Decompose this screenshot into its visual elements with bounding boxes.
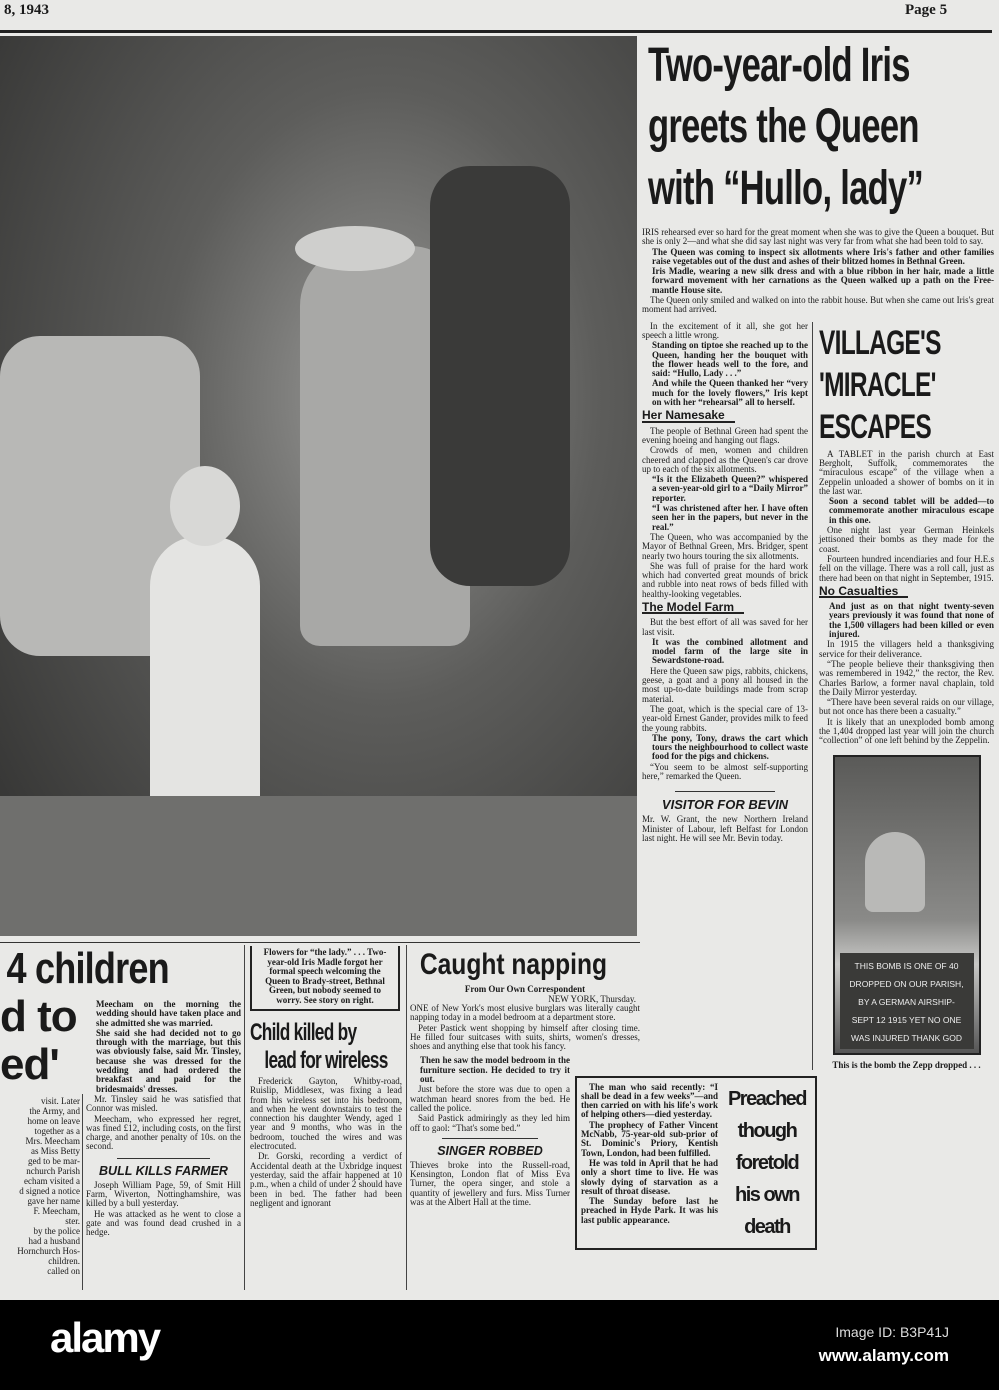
plaque-line: SEPT 12 1915 YET NO ONE [851,1014,962,1025]
subheading: The Model Farm [642,603,744,614]
children-headline-line: ed' [0,1040,59,1089]
napping-lead: Peter Pastick went shopping by himself after closing time. He filled four suitcases with suits, shirts, women's dresses, shoes and anything else that took his fancy. [410,1022,640,1052]
bull-para: He was attacked as he went to close a gate and was found dead crushed in a hedge. [86,1208,241,1238]
paragraph: Fourteen hundred incendiaries and four H.E.s fell on the village. There was a roll call, just as there had been on that night in September, 1915. [819,553,994,583]
text-line: Hornchurch Hos- [17,1246,80,1256]
napping-byline: From Our Own Correspondent [464,984,586,994]
wireless-para: Frederick Gayton, Whitby-road, Ruislip, Middlesex, was fixing a lead from his wireless set into his bedroom, and when he went downstairs to test the connection his daughter Wendy, aged 1 year and 9 months, who was in the bedroom, touched the wires and was electrocuted. [250,1076,402,1152]
intro-tail: The Queen only smiled and walked on into the rabbit house. But when she came out Iris's great moment had arrived. [642,295,994,315]
napping-headline: Caught napping [419,948,608,981]
right-region [642,228,994,1070]
wireless-para: Dr. Gorski, recording a verdict of Accidental death at the Uxbridge inquest yesterday, said the affair happened at 10 p.m., when a child of under 2 should have been in bed. The father had been negligent and ignorant [250,1151,402,1208]
singer-text: Thieves broke into the Russell-road, Kensington, London flat of Miss Eva Turner, the opera singer, and stole a quantity of jewellery and furs. Miss Turner was at the Albert Hall at the time. [410,1159,570,1208]
main-left-column [642,322,812,1070]
intro-bold: Iris Madle, wearing a new silk dress and with a blue ribbon in her hair, made a little forward movement with her carnations as the Queen walked up a path on the Free-mantle House site. [652,266,994,295]
wireless-headline-line: Child killed by [250,1019,357,1046]
preached-headline-line: though [737,1119,797,1142]
preached-para: He was told in April that he had only a short time to live. He was slowly dying of starvation as a result of throat disease. [581,1157,718,1196]
header-rule [0,30,992,33]
page-number: Page 5 [905,2,948,18]
paragraph: Said Pastick admiringly as they led him off to gaol: “That's some bed.” [410,1113,570,1133]
bull-story [86,1153,241,1239]
page-header [0,0,999,34]
paragraph: One night last year German Heinkels jettisoned their bombs as they made for the coast. [819,525,994,554]
preached-para: The man who said recently: “I shall be dead in a few weeks”—and then carried on with his life's work of helping others—died yesterday. [581,1081,718,1120]
plaque-line: BY A GERMAN AIRSHIP- [858,996,955,1007]
text-line: called on [47,1266,80,1276]
paragraph: The pony, Tony, draws the cart which tours the neighbourhood to collect waste food for the pigs and chickens. [652,732,808,762]
paragraph: Then he saw the model bedroom in the furniture section. He decided to try it out. [420,1055,570,1085]
paragraph: It was the combined allotment and model farm of the large site in Sewardstone-road. [652,636,808,666]
village-headline-line: VILLAGE'S [819,323,941,362]
bull-para: Joseph William Page, 59, of Smit Hill Farm, Wiverton, Nottinghamshire, was killed by a bull yesterday. [86,1179,241,1209]
text-line: home on leave [27,1116,80,1126]
paragraph: She said she had decided not to go through with the marriage, but this was obviously false, said Mr. Tinsley, because she was dressed for the wedding and had ordered the breakfast and paid for the bridesmaids' dresses. [96,1027,241,1094]
wireless-story [250,1077,402,1209]
paragraph: It is likely that an unexploded bomb among the 1,404 dropped last year will join the church “collection” of one left behind by the Zeppelin. [819,716,994,746]
village-headline-line: ESCAPES [819,407,931,446]
wireless-headline-line: lead for wireless [264,1047,388,1074]
bomb-plaque [840,953,974,1049]
subheading: Her Namesake [642,411,735,422]
paragraph: The goat, which is the special care of 13-year-old Ernest Gander, provides milk to feed the young rabbits. [642,703,808,733]
children-headline-line: d to [0,992,77,1041]
text-line: ged to be mar- [27,1156,80,1166]
paragraph: A TABLET in the parish church at East Bergholt, Suffolk, commemorates the “miraculous escape” of the village when a Zeppelin unloaded a shower of bombs on it in the last war. [819,448,994,496]
paragraph: She was full of praise for the hard work which had converted great mounds of brick and rubble into neat rows of beds filled with healthy-looking vegetables. [642,560,808,599]
column-divider [82,1094,83,1290]
wireless-flow [250,946,402,1209]
village-column [813,322,994,1070]
text-line: by the police [33,1226,80,1236]
paragraph: And just as on that night twenty-seven years previously it was found that none of the 1,500 villagers had been killed or even injured. [829,601,994,640]
preached-headline-line: death [744,1215,790,1238]
children-right-flow [86,1000,241,1239]
watermark-bar [0,1300,999,1390]
main-headline-line: greets the Queen [648,100,919,153]
bull-headline: BULL KILLS FARMER [99,1163,228,1178]
text-line: children. [48,1256,80,1266]
paragraph: Just before the store was due to open a watchman heard snores from the bed. He called the police. [410,1084,570,1113]
paragraph: Here the Queen saw pigs, rabbits, chickens, geese, a goat and a pony all housed in the most up-to-date buildings made from scrap material. [642,665,808,704]
text-line: Mrs. Meecham [25,1136,80,1146]
wireless-headline [250,1019,402,1077]
text-line: together as a [34,1126,80,1136]
text-line: had a husband [28,1236,80,1246]
intro-para: IRIS rehearsed ever so hard for the great moment when she was to give the Queen a bouquet. But she is only 2—and what she did say last night was very far from what she had been told to say. [642,227,994,247]
text-line: gave her name [27,1196,80,1206]
visitor-story [642,786,808,843]
paragraph: But the best effort of all was saved for her last visit. [642,617,808,637]
paragraph: And while the Queen thanked her “very much for the lovely flowers,” Iris kept on with her “rehearsal” all to herself. [652,378,808,408]
main-headline-line: with “Hullo, lady” [648,162,924,215]
paragraph: “I was christened after her. I have often seen her in the papers, but never in the real.” [652,503,808,532]
plaque-line: DROPPED ON OUR PARISH, [849,978,964,989]
visitor-text: Mr. W. Grant, the new Northern Ireland Minister of Labour, left Belfast for London last night. He will see Mr. Bevin today. [642,814,808,843]
text-line: echam visited a [24,1176,80,1186]
preached-headline-line: his own [735,1183,799,1206]
main-headline [648,36,993,220]
subheading: No Casualties [819,587,908,598]
text-line: the Army, and [29,1106,80,1116]
intro-bold: The Queen was coming to inspect six allotments where Iris's father and other families raise vegetables out of the dust and ashes of their blitzed homes in Bethnal Green. [652,246,994,266]
main-headline-line: Two-year-old Iris [648,39,910,92]
napping-dateline: NEW YORK, Thursday. [548,994,636,1004]
napping-lead: ONE of New York's most elusive burglars was literally caught napping today in a model bedroom at a department store. [410,1003,640,1023]
alamy-url: www.alamy.com [818,1346,949,1365]
village-headline [819,322,994,450]
main-story-column [642,322,808,783]
village-story [819,450,994,747]
main-intro [642,228,994,316]
paragraph: In the excitement of it all, she got her speech a little wrong. [642,320,808,340]
column-divider [406,945,407,1290]
preached-para: The Sunday before last he preached in Hyde Park. It was his last public appearance. [581,1196,718,1225]
queen-photo [0,36,637,936]
plaque-line: THIS BOMB IS ONE OF 40 [854,960,959,971]
napping-column [410,1056,570,1132]
image-id: Image ID: B3P41J [835,1324,949,1340]
bomb-photo [833,755,981,1055]
paragraph: Mr. Tinsley said he was satisfied that Connor was misled. [86,1093,241,1114]
text-line: F. Meecham, [33,1206,80,1216]
paragraph: Crowds of men, women and children cheered and clapped as the Queen's car drove up to each of the six allotments. [642,445,808,474]
paragraph: Meecham, who expressed her regret, was fined £12, including costs, on the first charge, and another penalty of 10s. on the second. [86,1113,241,1152]
paragraph: “Is it the Elizabeth Queen?” whispered a seven-year-old girl to a “Daily Mirror” reporter. [652,474,808,503]
paragraph: “The people believe their thanksgiving then was remembered in 1942,” the rector, the Rev. Charles Barlow, a former naval chaplain, told the Daily Mirror yesterday. [819,658,994,697]
preached-para: The prophecy of Father Vincent McNabb, 75-year-old sub-prior of St. Dominic's Priory, Kentish Town, London, had been fulfilled. [581,1119,718,1158]
plaque-line: WAS INJURED THANK GOD [851,1032,962,1043]
napping-lower [410,1056,570,1207]
bomb-caption: This is the bomb the Zepp dropped . . . [832,1059,981,1070]
paragraph: The people of Bethnal Green had spent the evening hoeing and hanging out flags. [642,425,808,445]
paragraph: The Queen, who was accompanied by the Mayor of Bethnal Green, Mrs. Bridger, spent nearly two hours touring the six allotments. [642,531,808,561]
children-left-column [0,1096,80,1276]
issue-date: 8, 1943 [4,2,49,18]
preached-box [575,1076,817,1250]
children-right-column [86,1000,241,1153]
paragraph: Meecham on the morning the wedding should have taken place and she admitted she was married. [96,999,241,1028]
photo-caption-box [250,946,400,1011]
photo-caption: Flowers for “the lady.” . . . Two-year-old Iris Madle forgot her formal speech welcoming the Queen to Brady-street, Bethnal Green, but nobody seemed to worry. See story on right. [263,947,387,1005]
children-headline-line: 4 children [6,944,169,993]
visitor-headline: VISITOR FOR BEVIN [661,797,789,813]
paragraph: “You seem to be almost self-supporting here,” remarked the Queen. [642,761,808,782]
preached-text [581,1083,718,1243]
singer-headline: SINGER ROBBED [437,1143,543,1158]
column-divider [244,945,245,1290]
text-line: as Miss Betty [30,1146,80,1156]
text-line: nchurch Parish [26,1166,80,1176]
singer-story [410,1138,570,1207]
text-line: visit. Later [41,1096,80,1106]
preached-headline-line: Preached [727,1087,807,1110]
section-rule [0,942,640,943]
paragraph: In 1915 the villagers held a thanksgiving service for their deliverance. [819,639,994,659]
paragraph: Standing on tiptoe she reached up to the Queen, handing her the bouquet with the flower heads well to the fore, and said: “Hullo, Lady . . .” [652,340,808,379]
text-line: d signed a notice [19,1186,80,1196]
text-line: ster. [65,1216,80,1226]
paragraph: “There have been several raids on our village, but not once has there been a casualty.” [819,697,994,717]
napping-lead-block [410,1004,640,1052]
preached-headline-line: foretold [735,1151,799,1174]
alamy-logo: alamy [50,1314,160,1361]
paragraph: Soon a second tablet will be added—to commemorate another miraculous escape in this one. [829,496,994,525]
preached-headline [722,1083,812,1243]
right-columns [642,322,994,1070]
village-headline-line: 'MIRACLE' [819,365,936,404]
